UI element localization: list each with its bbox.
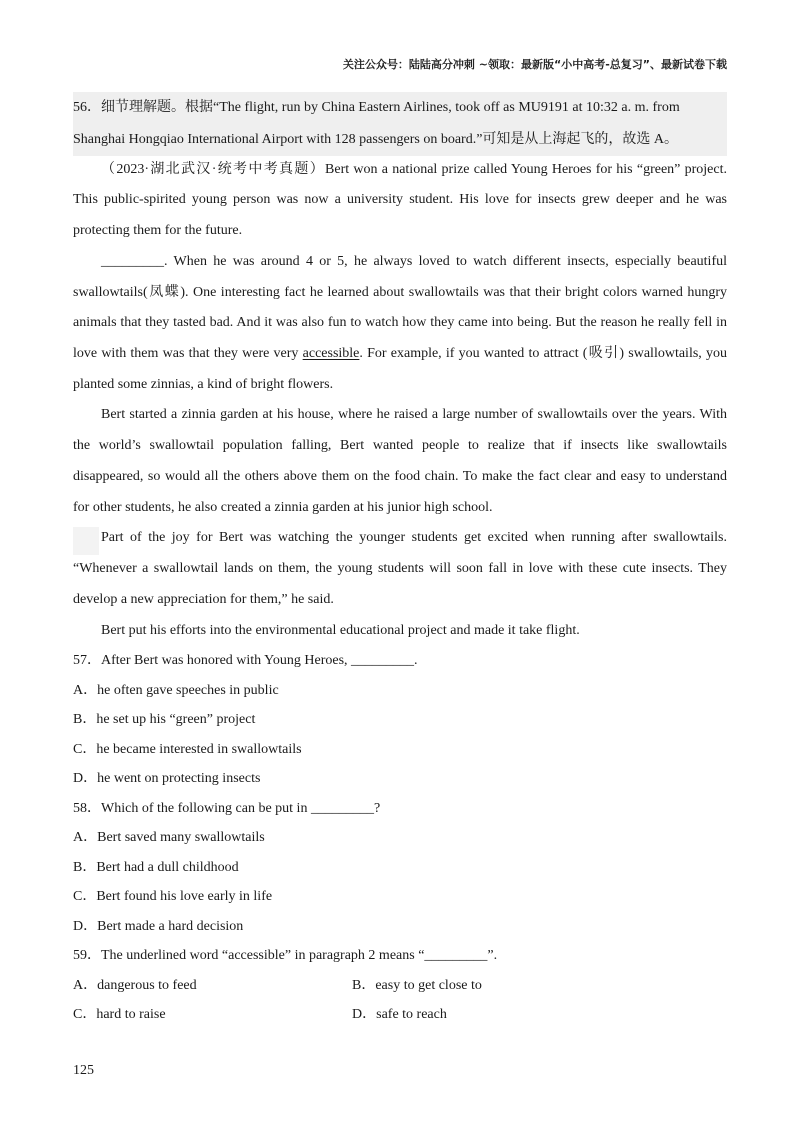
- passage-line: Bert put his efforts into the environmental educational project and made it take flight.: [101, 622, 580, 638]
- passage-line: This public-spirited young person was now a university student. His love for insects grew deeper and he was: [73, 192, 727, 208]
- answer-line: Shanghai Hongqiao International Airport with 128 passengers on board.”可知是从上海起飞的，故选 A。: [73, 132, 679, 147]
- question-number: 58．: [73, 800, 101, 816]
- question-58: [73, 794, 727, 942]
- option-label: C．: [73, 741, 97, 757]
- paragraph-4: [73, 523, 727, 615]
- option-row: [73, 971, 727, 1001]
- option-label: D．: [352, 1007, 377, 1023]
- passage-line: planted some zinnias, a kind of bright flowers.: [73, 376, 334, 392]
- option-text: he often gave speeches in public: [97, 682, 279, 698]
- option-d: [73, 912, 727, 942]
- option-text: dangerous to feed: [97, 977, 197, 993]
- question-text: After Bert was honored with Young Heroes, _________.: [101, 653, 418, 669]
- passage-line: swallowtails(凤蝶). One interesting fact he learned about swallowtails was that their bright colors warned hungry: [73, 284, 727, 300]
- answer-56-explanation: [73, 92, 727, 156]
- passage-line: disappeared, so would all the others above them on the food chain. To make the fact clear and easy to understand: [73, 468, 727, 484]
- passage-line: _________. When he was around 4 or 5, he always loved to watch different insects, especially beautiful: [101, 253, 727, 269]
- question-57: [73, 646, 727, 794]
- option-b: [73, 705, 727, 735]
- option-a: [73, 971, 352, 1001]
- option-b: [73, 853, 727, 883]
- option-text: hard to raise: [96, 1007, 166, 1023]
- question-text: Which of the following can be put in _________?: [101, 800, 381, 816]
- option-d: [352, 1000, 447, 1030]
- option-text: safe to reach: [376, 1007, 447, 1023]
- option-label: B．: [352, 977, 376, 993]
- option-label: A．: [73, 682, 98, 698]
- paragraph-1: [73, 155, 727, 247]
- underlined-word-accessible: accessible: [302, 346, 360, 361]
- paragraph-5: [73, 616, 727, 647]
- passage-line: for other students, he also created a zinnia garden at his junior high school.: [73, 499, 493, 515]
- passage-line: “Whenever a swallowtail lands on them, the young students will soon fall in love with these cute insects. They: [73, 561, 727, 577]
- passage-line: Bert started a zinnia garden at his house, where he raised a large number of swallowtails over the years. With: [101, 407, 727, 423]
- option-d: [73, 764, 727, 794]
- option-a: [73, 823, 727, 853]
- option-label: B．: [73, 859, 97, 875]
- option-text: Bert made a hard decision: [97, 918, 244, 934]
- question-stem: [73, 646, 727, 676]
- option-c: [73, 1000, 352, 1030]
- question-number: 59．: [73, 948, 101, 964]
- option-text: he set up his “green” project: [96, 712, 256, 728]
- passage-line: Part of the joy for Bert was watching the younger students get excited when running after swallowtails.: [101, 530, 727, 546]
- question-number: 57．: [73, 653, 101, 669]
- option-a: [73, 676, 727, 706]
- passage-line: （2023·湖北武汉·统考中考真题）Bert won a national prize called Young Heroes for his “green” project.: [101, 161, 727, 177]
- question-list: [73, 646, 727, 1030]
- paragraph-2: [73, 247, 727, 401]
- option-label: B．: [73, 712, 97, 728]
- reading-passage: [73, 155, 727, 647]
- page-number: 125: [73, 1063, 94, 1078]
- option-b: [352, 971, 482, 1001]
- option-text: he went on protecting insects: [97, 771, 261, 787]
- paragraph-3: [73, 400, 727, 523]
- passage-line: protecting them for the future.: [73, 223, 243, 239]
- question-stem: [73, 941, 727, 971]
- option-c: [73, 735, 727, 765]
- answer-line: 56．细节理解题。根据“The flight, run by China Eastern Airlines, took off as MU9191 at 10:32 a. m. from: [73, 100, 680, 115]
- option-label: A．: [73, 977, 98, 993]
- option-label: C．: [73, 889, 97, 905]
- option-text: easy to get close to: [375, 977, 482, 993]
- option-text: Bert had a dull childhood: [96, 859, 239, 875]
- question-stem: [73, 794, 727, 824]
- question-59: [73, 941, 727, 1030]
- passage-line: develop a new appreciation for them,” he said.: [73, 591, 334, 607]
- option-text: Bert saved many swallowtails: [97, 830, 265, 846]
- passage-line: [73, 339, 727, 370]
- passage-text: love with them was that they were very: [73, 346, 303, 361]
- passage-line: animals that they tasted bad. And it was also fun to watch how they came into being. But the reason he really fell in: [73, 315, 727, 331]
- option-text: Bert found his love early in life: [96, 889, 273, 905]
- option-label: A．: [73, 830, 98, 846]
- page-header: 关注公众号：陆陆高分冲刺 ~领取：最新版“小中高考-总复习”、最新试卷下载: [342, 58, 727, 71]
- question-text: The underlined word “accessible” in paragraph 2 means “_________”.: [101, 948, 498, 964]
- option-row: [73, 1000, 727, 1030]
- option-label: D．: [73, 918, 98, 934]
- option-text: he became interested in swallowtails: [96, 741, 302, 757]
- passage-text: . For example, if you wanted to attract (吸引) swallowtails, you: [359, 346, 727, 361]
- option-label: C．: [73, 1007, 97, 1023]
- option-c: [73, 882, 727, 912]
- passage-line: the world’s swallowtail population falling, Bert wanted people to realize that if insects like swallowtails: [73, 438, 727, 454]
- option-label: D．: [73, 771, 98, 787]
